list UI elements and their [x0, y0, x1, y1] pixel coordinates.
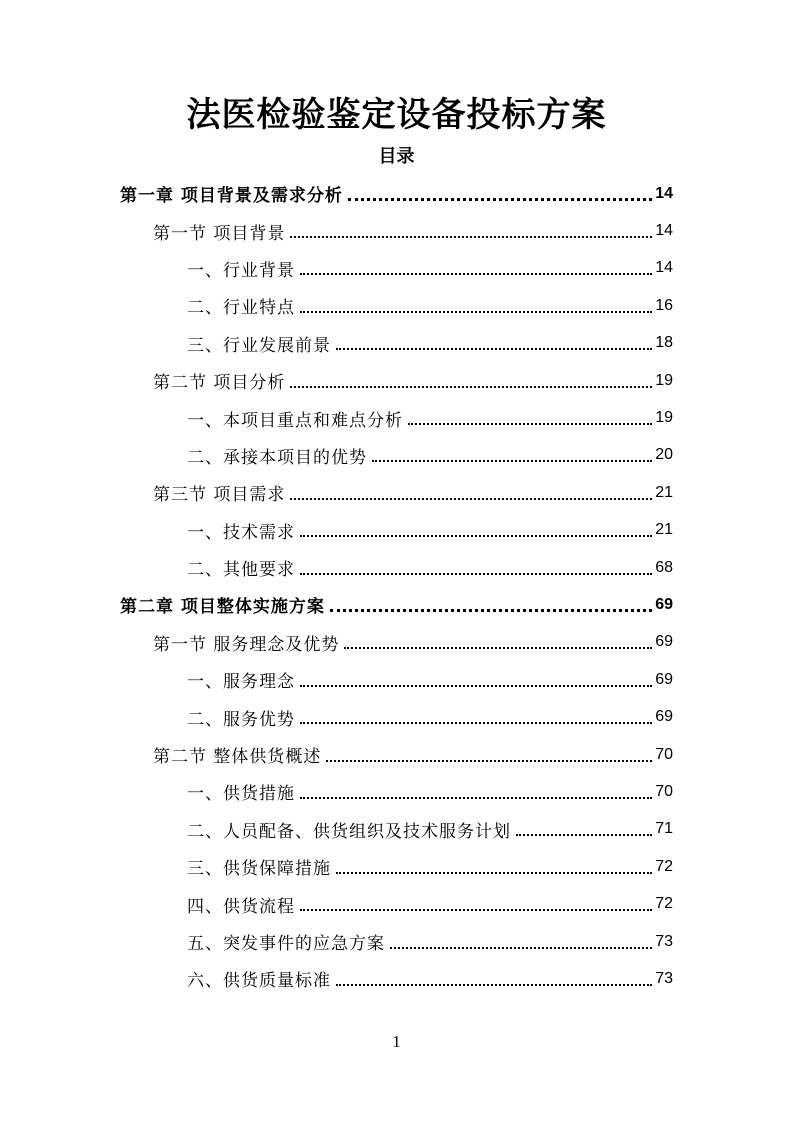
toc-leader-dots — [290, 498, 652, 500]
toc-subsection-entry[interactable] — [0, 512, 673, 549]
toc-chapter-entry[interactable] — [0, 175, 673, 212]
toc-entry-title: 一、供货措施 — [187, 784, 295, 805]
toc-entry-title: 第三节 项目需求 — [153, 485, 286, 506]
toc-entry-title: 二、承接本项目的优势 — [187, 447, 367, 468]
toc-entry-page: 68 — [655, 558, 673, 576]
toc-leader-dots — [348, 198, 652, 201]
toc-leader-dots — [300, 909, 652, 911]
toc-entry-page: 73 — [655, 969, 673, 987]
toc-subsection-entry[interactable] — [0, 885, 673, 922]
toc-subsection-entry[interactable] — [0, 923, 673, 960]
toc-entry-title: 第二节 整体供货概述 — [153, 747, 322, 768]
toc-leader-dots — [300, 685, 652, 687]
toc-subsection-entry[interactable] — [0, 661, 673, 698]
toc-entry-title: 三、行业发展前景 — [187, 335, 331, 356]
toc-entry-title: 第一节 项目背景 — [153, 223, 286, 244]
toc-entry-page: 69 — [655, 633, 673, 651]
toc-entry-page: 14 — [655, 259, 673, 277]
table-of-contents — [0, 175, 793, 998]
toc-leader-dots — [300, 722, 652, 724]
toc-subsection-entry[interactable] — [0, 250, 673, 287]
toc-entry-page: 72 — [655, 857, 673, 875]
toc-leader-dots — [344, 647, 652, 649]
toc-entry-title: 一、技术需求 — [187, 522, 295, 543]
toc-entry-title: 第一章 项目背景及需求分析 — [120, 186, 343, 207]
toc-entry-title: 第二节 项目分析 — [153, 373, 286, 394]
toc-leader-dots — [408, 423, 652, 425]
toc-leader-dots — [372, 460, 652, 462]
toc-entry-title: 第二章 项目整体实施方案 — [120, 597, 325, 618]
toc-section-entry[interactable] — [0, 474, 673, 511]
toc-entry-title: 四、供货流程 — [187, 896, 295, 917]
toc-leader-dots — [326, 760, 652, 762]
toc-entry-page: 73 — [655, 932, 673, 950]
toc-entry-page: 72 — [655, 895, 673, 913]
toc-entry-page: 14 — [655, 222, 673, 240]
toc-subsection-entry[interactable] — [0, 960, 673, 997]
toc-heading: 目录 — [378, 146, 415, 167]
toc-entry-title: 二、人员配备、供货组织及技术服务计划 — [187, 821, 511, 842]
toc-entry-page: 21 — [655, 483, 673, 501]
toc-subsection-entry[interactable] — [0, 325, 673, 362]
document-title: 法医检验鉴定设备投标方案 — [186, 95, 607, 135]
toc-section-entry[interactable] — [0, 362, 673, 399]
toc-leader-dots — [336, 348, 652, 350]
toc-leader-dots — [300, 573, 652, 575]
toc-leader-dots — [300, 535, 652, 537]
toc-leader-dots — [336, 872, 652, 874]
toc-entry-title: 一、本项目重点和难点分析 — [187, 410, 403, 431]
toc-subsection-entry[interactable] — [0, 811, 673, 848]
toc-leader-dots — [290, 386, 652, 388]
toc-entry-page: 19 — [655, 409, 673, 427]
toc-entry-page: 71 — [655, 820, 673, 838]
toc-subsection-entry[interactable] — [0, 287, 673, 324]
toc-entry-page: 14 — [655, 184, 673, 202]
toc-entry-title: 二、其他要求 — [187, 560, 295, 581]
toc-leader-dots — [290, 236, 652, 238]
toc-section-entry[interactable] — [0, 624, 673, 661]
toc-entry-title: 二、行业特点 — [187, 298, 295, 319]
toc-subsection-entry[interactable] — [0, 549, 673, 586]
toc-entry-title: 二、服务优势 — [187, 709, 295, 730]
toc-entry-title: 三、供货保障措施 — [187, 859, 331, 880]
toc-entry-page: 18 — [655, 334, 673, 352]
toc-entry-page: 21 — [655, 521, 673, 539]
toc-entry-page: 69 — [655, 595, 673, 613]
toc-entry-page: 16 — [655, 296, 673, 314]
toc-section-entry[interactable] — [0, 212, 673, 249]
toc-leader-dots — [300, 797, 652, 799]
toc-entry-page: 70 — [655, 745, 673, 763]
toc-entry-title: 一、行业背景 — [187, 260, 295, 281]
toc-leader-dots — [336, 984, 652, 986]
toc-leader-dots — [330, 609, 652, 612]
toc-subsection-entry[interactable] — [0, 437, 673, 474]
toc-subsection-entry[interactable] — [0, 698, 673, 735]
toc-subsection-entry[interactable] — [0, 773, 673, 810]
page-number: 1 — [392, 1032, 401, 1051]
toc-subsection-entry[interactable] — [0, 848, 673, 885]
toc-entry-title: 第一节 服务理念及优势 — [153, 634, 340, 655]
toc-entry-page: 69 — [655, 708, 673, 726]
toc-leader-dots — [300, 311, 652, 313]
toc-entry-page: 70 — [655, 782, 673, 800]
toc-entry-page: 20 — [655, 446, 673, 464]
toc-section-entry[interactable] — [0, 736, 673, 773]
toc-entry-title: 六、供货质量标准 — [187, 971, 331, 992]
toc-chapter-entry[interactable] — [0, 586, 673, 623]
toc-leader-dots — [390, 947, 652, 949]
toc-leader-dots — [300, 273, 652, 275]
toc-leader-dots — [516, 834, 652, 836]
toc-subsection-entry[interactable] — [0, 399, 673, 436]
toc-entry-title: 一、服务理念 — [187, 672, 295, 693]
toc-entry-page: 19 — [655, 371, 673, 389]
toc-entry-page: 69 — [655, 670, 673, 688]
toc-entry-title: 五、突发事件的应急方案 — [187, 934, 385, 954]
